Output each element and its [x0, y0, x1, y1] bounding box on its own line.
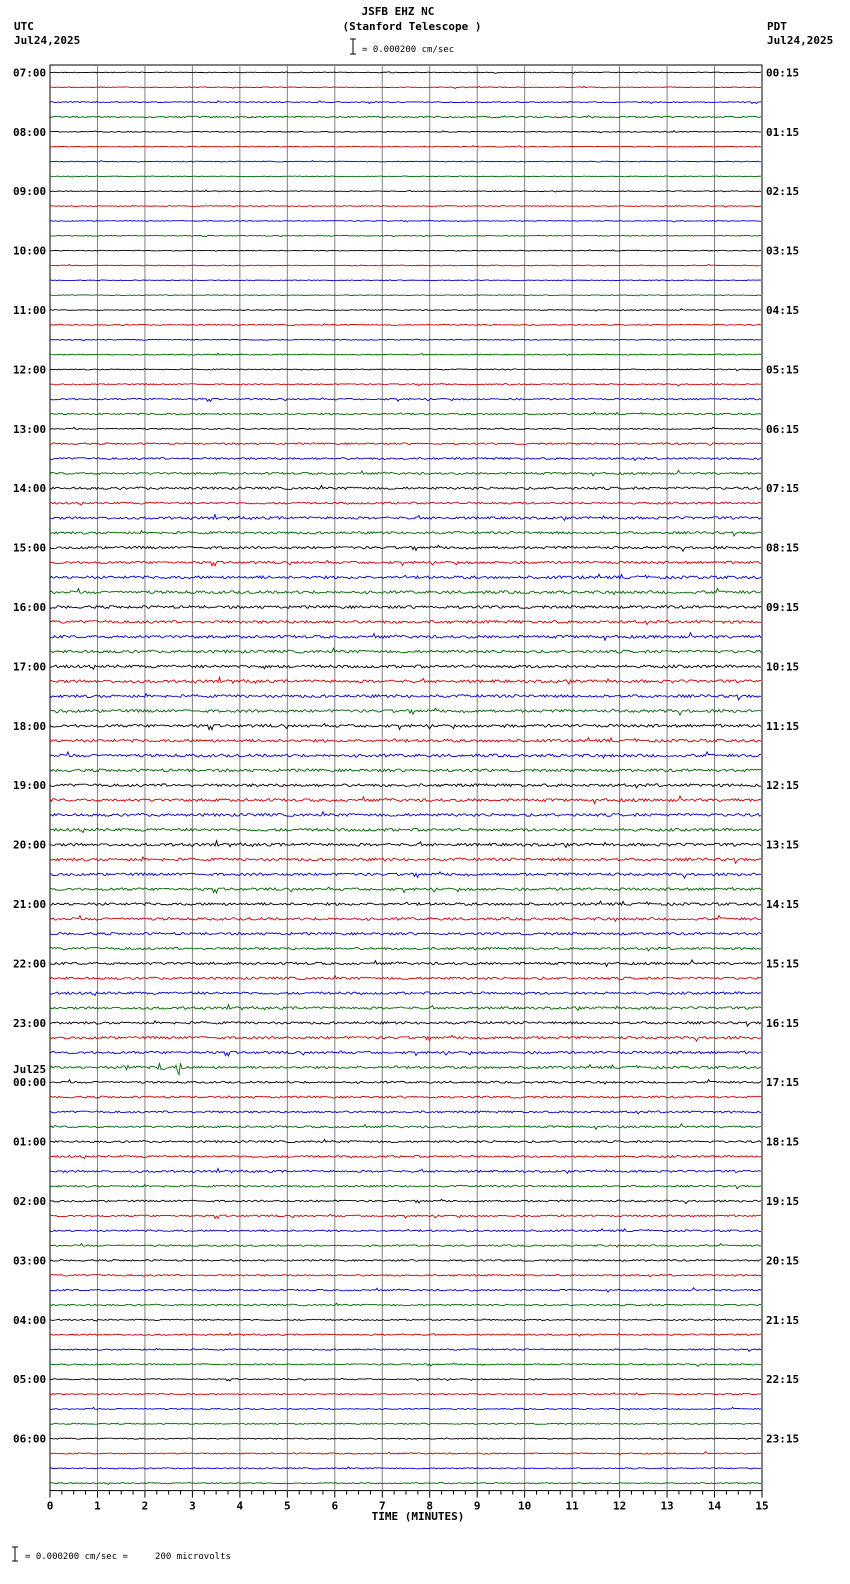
utc-label-11: 18:00: [13, 719, 47, 733]
trace-row-15: [50, 295, 761, 296]
pdt-label-7: 07:15: [766, 482, 800, 496]
x-tick-label-4: 4: [236, 1499, 244, 1513]
trace-row-79: [50, 1243, 761, 1247]
trace-row-47: [50, 769, 761, 772]
trace-row-8: [50, 190, 761, 192]
trace-row-7: [50, 176, 761, 177]
trace-row-76: [50, 1199, 761, 1203]
utc-hour-labels: [13, 66, 46, 1445]
trace-row-84: [50, 1319, 761, 1321]
trace-row-22: [50, 398, 761, 402]
trace-row-19: [50, 353, 761, 355]
trace-row-94: [50, 1467, 761, 1469]
x-tick-label-10: 10: [518, 1499, 532, 1513]
trace-row-33: [50, 561, 761, 566]
trace-row-60: [50, 960, 761, 967]
trace-row-61: [50, 976, 761, 980]
trace-row-13: [50, 264, 761, 266]
pdt-label-20: 20:15: [766, 1254, 800, 1268]
trace-row-25: [50, 443, 761, 445]
x-tick-label-15: 15: [755, 1499, 769, 1513]
pdt-label-18: 18:15: [766, 1135, 800, 1149]
pdt-label-6: 06:15: [766, 422, 800, 436]
trace-row-64: [50, 1021, 761, 1026]
trace-row-78: [50, 1229, 761, 1232]
utc-label-7: 14:00: [13, 482, 47, 496]
utc-label-15: 22:00: [13, 957, 47, 971]
footer-scale-bar-icon: [12, 1547, 18, 1561]
trace-row-91: [50, 1423, 761, 1424]
left-date-label: Jul24,2025: [14, 34, 81, 47]
pdt-label-14: 14:15: [766, 898, 800, 912]
pdt-label-9: 09:15: [766, 601, 800, 615]
utc-label-8: 15:00: [13, 541, 47, 555]
trace-row-50: [50, 812, 761, 817]
utc-label-13: 20:00: [13, 838, 47, 852]
trace-row-10: [50, 220, 761, 222]
trace-row-31: [50, 531, 761, 536]
trace-row-57: [50, 915, 761, 921]
trace-row-89: [50, 1393, 761, 1395]
scale-text: = 0.000200 cm/sec: [362, 45, 455, 55]
utc-label-12: 19:00: [13, 779, 47, 793]
trace-row-30: [50, 515, 761, 521]
utc-label-20: 03:00: [13, 1254, 47, 1268]
x-tick-label-0: 0: [46, 1499, 54, 1513]
pdt-label-19: 19:15: [766, 1195, 800, 1209]
trace-row-51: [50, 828, 761, 832]
scale-bar-icon: [350, 39, 356, 54]
x-tick-label-5: 5: [284, 1499, 291, 1513]
pdt-label-0: 00:15: [766, 66, 800, 80]
pdt-label-15: 15:15: [766, 957, 800, 971]
trace-row-48: [50, 784, 761, 788]
utc-label-18: 01:00: [13, 1135, 47, 1149]
trace-row-27: [50, 470, 761, 476]
trace-row-1: [50, 86, 761, 88]
trace-row-63: [50, 1005, 761, 1011]
pdt-label-5: 05:15: [766, 363, 800, 377]
trace-row-40: [50, 665, 761, 669]
trace-row-2: [50, 101, 761, 104]
trace-row-16: [50, 309, 761, 311]
x-tick-label-13: 13: [660, 1499, 674, 1513]
trace-row-36: [50, 606, 761, 609]
trace-row-56: [50, 901, 761, 905]
utc-label-14: 21:00: [13, 898, 47, 912]
utc-label-0: 07:00: [13, 66, 47, 80]
trace-row-81: [50, 1274, 761, 1276]
utc-label-4: 11:00: [13, 304, 47, 318]
trace-row-68: [50, 1080, 761, 1085]
utc-label-10: 17:00: [13, 660, 47, 674]
trace-row-86: [50, 1348, 761, 1351]
x-tick-label-8: 8: [426, 1499, 434, 1513]
trace-row-93: [50, 1452, 761, 1455]
right-date-label: Jul24,2025: [767, 34, 834, 47]
trace-row-45: [50, 738, 761, 742]
trace-row-46: [50, 752, 761, 758]
pdt-label-3: 03:15: [766, 244, 800, 258]
utc-label-22: 05:00: [13, 1373, 47, 1387]
x-tick-label-6: 6: [331, 1499, 339, 1513]
trace-row-71: [50, 1124, 761, 1130]
trace-row-66: [50, 1051, 761, 1056]
trace-row-82: [50, 1288, 761, 1292]
trace-row-62: [50, 992, 761, 996]
trace-row-42: [50, 694, 761, 700]
station-title: JSFB EHZ NC: [361, 5, 435, 18]
pdt-label-2: 02:15: [766, 185, 800, 199]
utc-label-1: 08:00: [13, 125, 47, 139]
trace-row-72: [50, 1139, 761, 1142]
trace-row-80: [50, 1260, 761, 1262]
utc-label-23: 06:00: [13, 1432, 47, 1446]
pdt-label-12: 12:15: [766, 779, 800, 793]
trace-row-77: [50, 1214, 761, 1218]
trace-row-39: [50, 648, 761, 653]
utc-label-17: 00:00: [13, 1076, 47, 1090]
pdt-label-11: 11:15: [766, 719, 800, 733]
trace-row-20: [50, 369, 761, 371]
trace-row-70: [50, 1111, 761, 1114]
trace-row-65: [50, 1035, 761, 1041]
x-tick-label-14: 14: [707, 1499, 722, 1513]
trace-row-37: [50, 620, 761, 624]
left-zone-label: UTC: [14, 20, 34, 33]
utc-label-9: 16:00: [13, 601, 47, 615]
trace-row-92: [50, 1438, 761, 1440]
telescope-title: (Stanford Telescope ): [342, 20, 482, 33]
pdt-label-16: 16:15: [766, 1016, 800, 1030]
trace-row-4: [50, 131, 761, 133]
x-tick-label-1: 1: [94, 1499, 101, 1513]
trace-row-90: [50, 1407, 761, 1410]
trace-row-43: [50, 708, 761, 715]
trace-row-32: [50, 545, 761, 551]
trace-row-6: [50, 161, 761, 162]
pdt-label-17: 17:15: [766, 1076, 800, 1090]
trace-row-52: [50, 841, 761, 848]
trace-row-26: [50, 458, 761, 461]
trace-row-18: [50, 339, 761, 340]
trace-row-87: [50, 1363, 761, 1366]
plot-grid: [50, 65, 762, 1491]
trace-row-83: [50, 1303, 761, 1306]
date-change-label: Jul25: [13, 1063, 47, 1077]
trace-row-12: [50, 250, 761, 251]
trace-row-28: [50, 485, 761, 489]
trace-row-58: [50, 933, 761, 935]
trace-row-17: [50, 324, 761, 326]
x-tick-label-3: 3: [189, 1499, 196, 1513]
trace-row-54: [50, 872, 761, 878]
pdt-label-1: 01:15: [766, 125, 800, 139]
x-axis-title: TIME (MINUTES): [371, 1510, 465, 1523]
pdt-label-22: 22:15: [766, 1373, 800, 1387]
trace-row-53: [50, 857, 761, 863]
trace-row-67: [50, 1063, 761, 1074]
x-tick-label-9: 9: [473, 1499, 481, 1513]
x-tick-label-2: 2: [141, 1499, 149, 1513]
trace-row-55: [50, 887, 761, 893]
trace-row-14: [50, 280, 761, 281]
utc-label-3: 10:00: [13, 244, 47, 258]
trace-row-74: [50, 1169, 761, 1174]
pdt-hour-labels: [766, 66, 799, 1445]
trace-row-24: [50, 427, 761, 430]
trace-row-0: [50, 72, 761, 74]
trace-row-44: [50, 724, 761, 730]
utc-label-21: 04:00: [13, 1313, 47, 1327]
trace-row-95: [50, 1483, 761, 1485]
trace-row-75: [50, 1185, 761, 1189]
pdt-label-23: 23:15: [766, 1432, 800, 1446]
utc-label-5: 12:00: [13, 363, 47, 377]
trace-row-34: [50, 574, 761, 578]
x-tick-label-7: 7: [378, 1499, 386, 1513]
plot-frame: [50, 65, 762, 1491]
trace-row-11: [50, 235, 761, 237]
trace-row-29: [50, 502, 761, 505]
pdt-label-10: 10:15: [766, 660, 800, 674]
trace-row-35: [50, 588, 761, 594]
trace-row-23: [50, 412, 761, 415]
trace-row-69: [50, 1096, 761, 1098]
utc-label-19: 02:00: [13, 1195, 47, 1209]
trace-row-41: [50, 677, 761, 684]
utc-label-2: 09:00: [13, 185, 47, 199]
trace-row-21: [50, 383, 761, 386]
trace-row-9: [50, 205, 761, 207]
trace-row-49: [50, 796, 761, 804]
trace-row-5: [50, 146, 761, 148]
trace-row-73: [50, 1155, 761, 1158]
trace-row-59: [50, 947, 761, 951]
trace-group: [50, 72, 761, 1485]
pdt-label-8: 08:15: [766, 541, 800, 555]
pdt-label-4: 04:15: [766, 304, 800, 318]
footer-scale-text: = 0.000200 cm/sec = 200 microvolts: [25, 1552, 231, 1562]
pdt-label-13: 13:15: [766, 838, 800, 852]
pdt-label-21: 21:15: [766, 1313, 800, 1327]
trace-row-3: [50, 116, 761, 118]
right-zone-label: PDT: [767, 20, 787, 33]
x-tick-label-11: 11: [565, 1499, 579, 1513]
trace-row-88: [50, 1378, 761, 1381]
utc-label-16: 23:00: [13, 1016, 47, 1030]
trace-row-38: [50, 633, 761, 641]
x-tick-label-12: 12: [612, 1499, 627, 1513]
trace-row-85: [50, 1333, 761, 1336]
utc-label-6: 13:00: [13, 422, 47, 436]
